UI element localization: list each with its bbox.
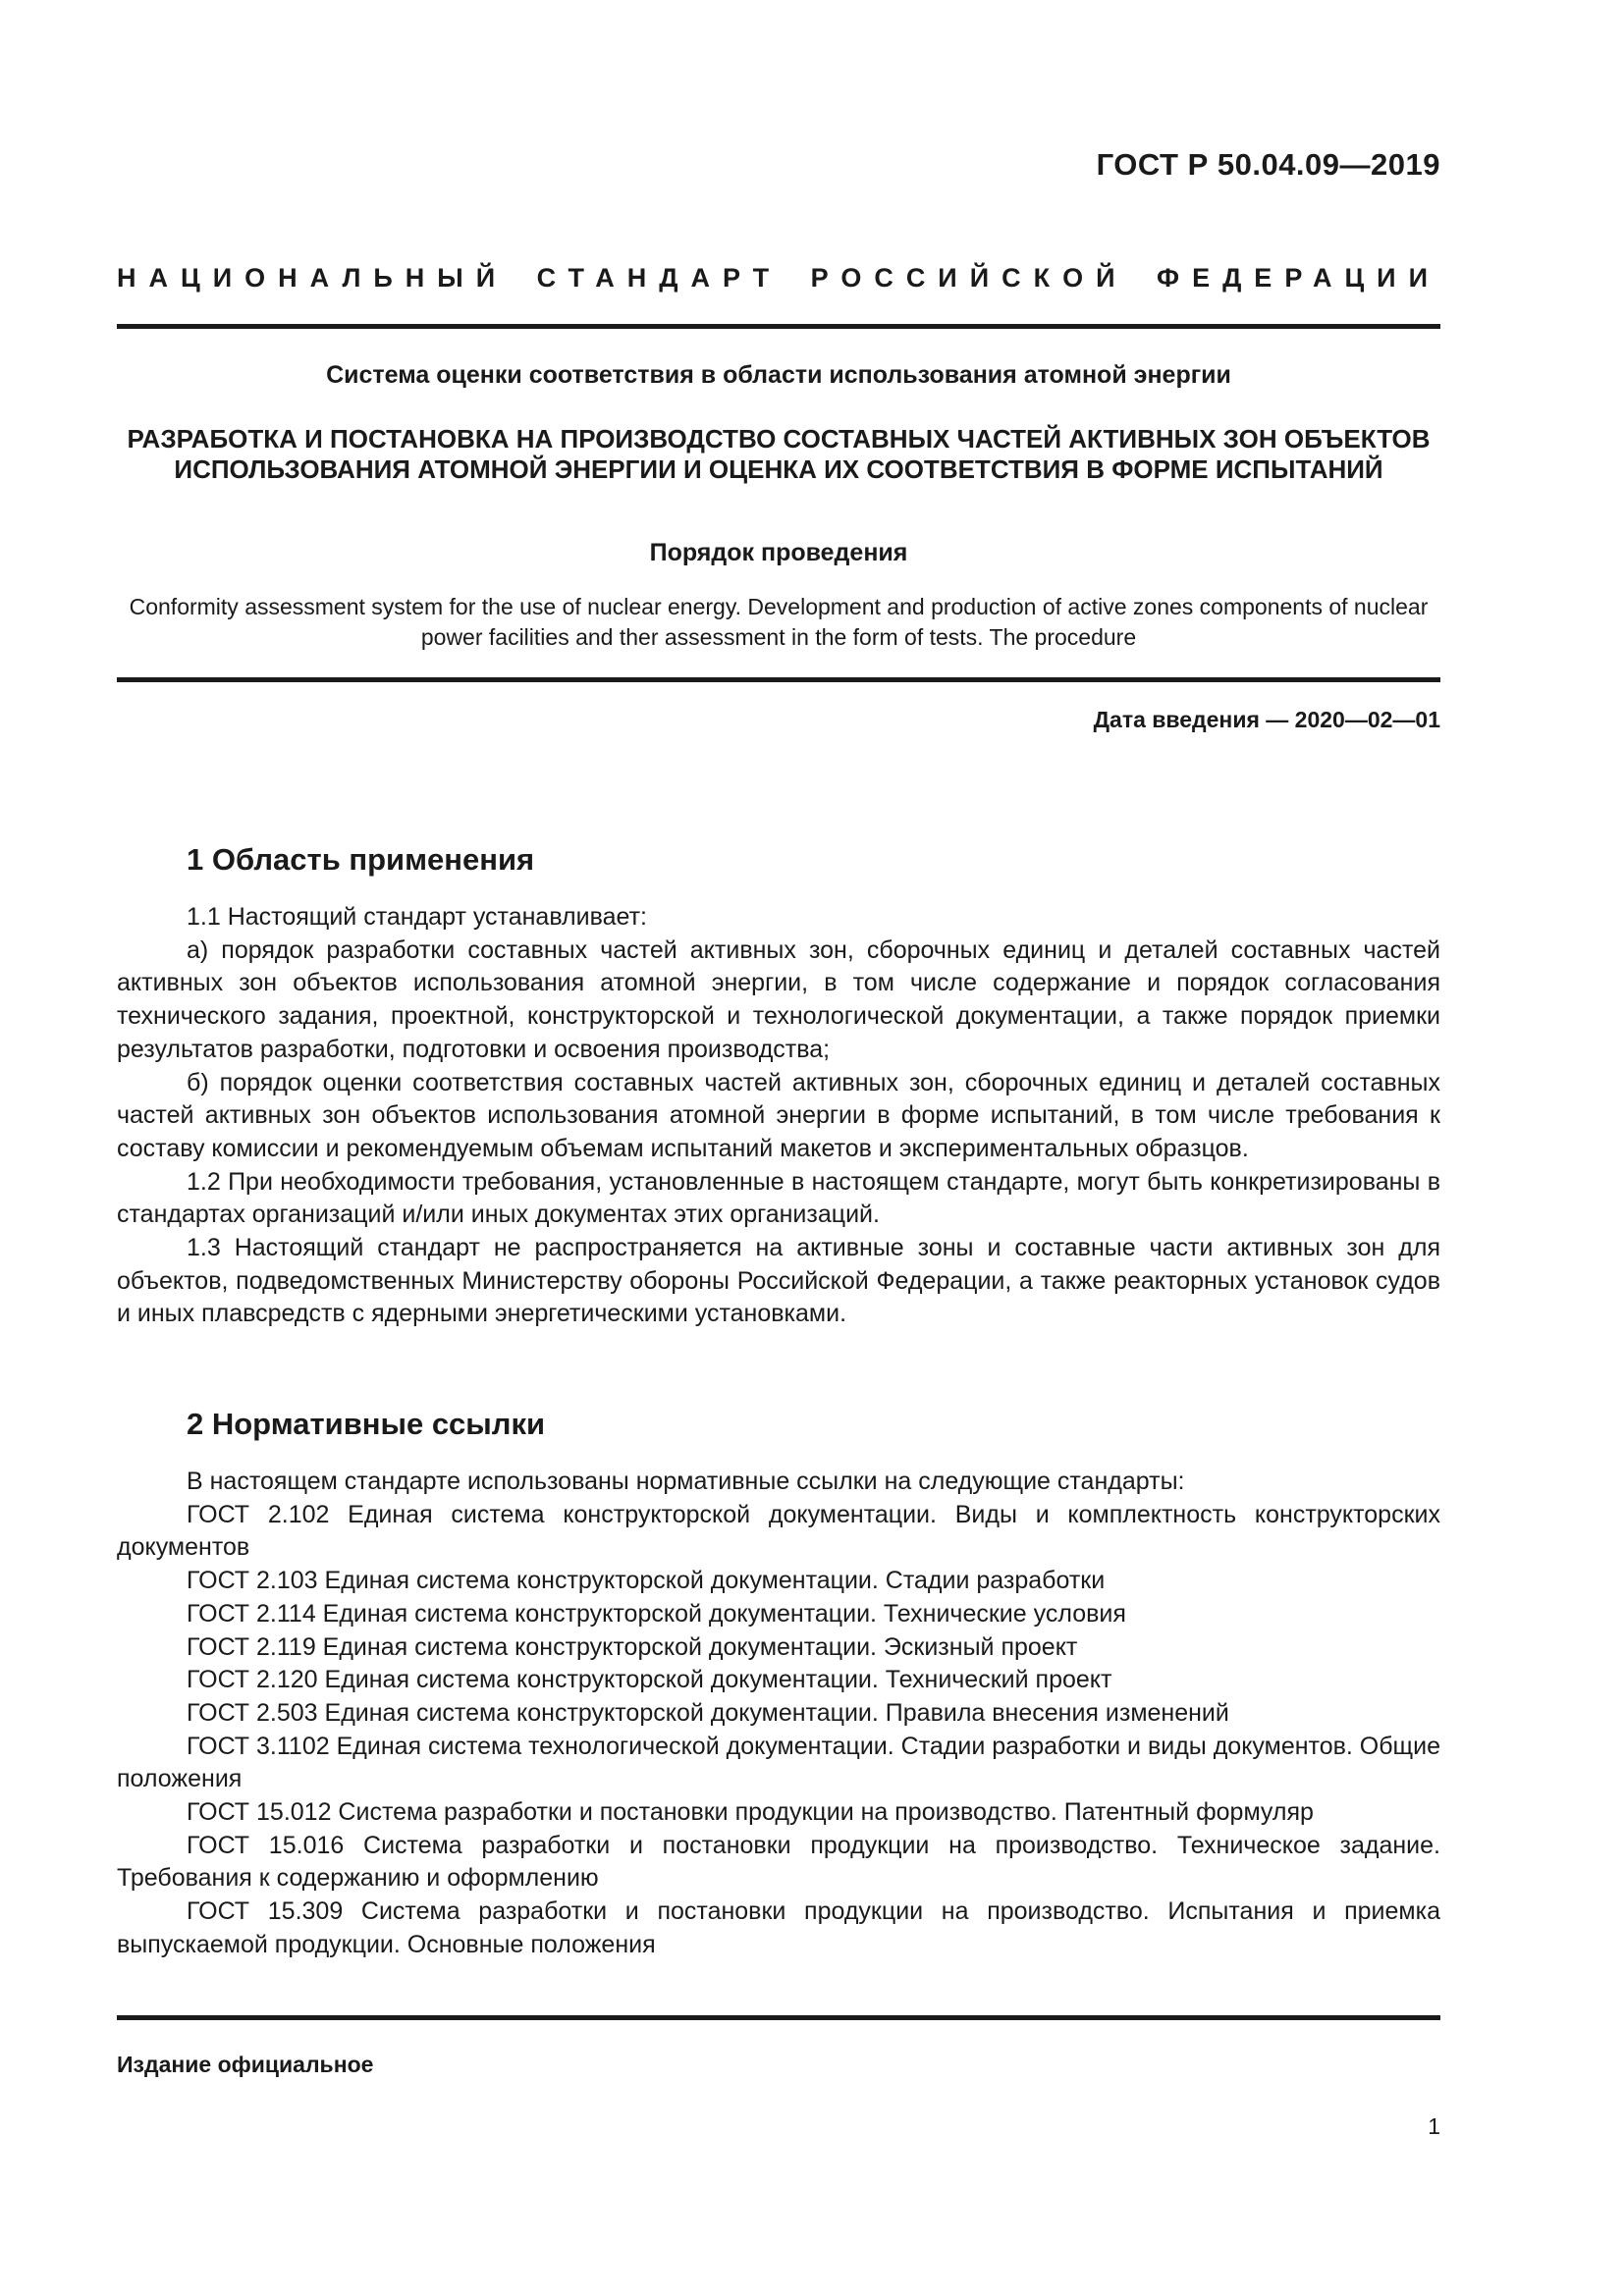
reference-item: ГОСТ 2.119 Единая система конструкторской документации. Эскизный проект [187,1632,1078,1661]
paragraph: В настоящем стандарте использованы нормативные ссылки на следующие стандарты: [187,1468,1185,1495]
introduction-date: Дата введения — 2020—02—01 [1093,707,1440,732]
section-2-body [117,1466,1440,1962]
paragraph: 1.1 Настоящий стандарт устанавливает: [187,903,647,931]
section-1-heading: 1 Область применения [187,842,535,877]
reference-item: ГОСТ 3.1102 Единая система технологической документации. Стадии разработки и виды документов. Общие положения [117,1732,1440,1793]
english-title: Conformity assessment system for the use of nuclear energy. Development and production of active zones components of nuclear power facilities and ther assessment in the form of tests. The procedure [129,594,1429,650]
national-standard-banner: НАЦИОНАЛЬНЫЙ СТАНДАРТ РОССИЙСКОЙ ФЕДЕРАЦИИ [117,263,1440,293]
paragraph: 1.2 При необходимости требования, установленные в настоящем стандарте, могут быть конкретизированы в стандартах организаций и/или иных документах этих организаций. [117,1167,1440,1229]
subtitle: Порядок проведения [649,539,908,566]
paragraph: а) порядок разработки составных частей активных зон, сборочных единиц и деталей составных частей активных зон объектов использования атомной энергии, в том числе содержание и порядок согласования технического задания, проектной, конструкторской и технологической документации, а также порядок приемки результатов разработки, подготовки и освоения производства; [117,935,1440,1063]
footer-divider [117,2015,1440,2020]
top-divider [117,324,1440,329]
section-2-heading: 2 Нормативные ссылки [187,1407,546,1441]
reference-item: ГОСТ 2.102 Единая система конструкторской документации. Виды и комплектность конструкторских документов [117,1500,1440,1562]
reference-item: ГОСТ 2.114 Единая система конструкторской документации. Технические условия [187,1599,1126,1628]
edition-label: Издание официальное [117,2052,374,2077]
reference-item: ГОСТ 15.012 Система разработки и постановки продукции на производство. Патентный формуляр [187,1798,1314,1827]
paragraph: б) порядок оценки соответствия составных частей активных зон, сборочных единиц и деталей составных частей активных зон объектов использования атомной энергии в форме испытаний, в том числе требования к составу комиссии и рекомендуемым объемам испытаний макетов и экспериментальных образцов. [117,1068,1440,1162]
reference-item: ГОСТ 15.016 Система разработки и постановки продукции на производство. Техническое задание. Требования к содержанию и оформлению [117,1831,1440,1893]
reference-item: ГОСТ 15.309 Система разработки и постановки продукции на производство. Испытания и приемка выпускаемой продукции. Основные положения [117,1897,1440,1958]
main-title: РАЗРАБОТКА И ПОСТАНОВКА НА ПРОИЗВОДСТВО СОСТАВНЫХ ЧАСТЕЙ АКТИВНЫХ ЗОН ОБЪЕКТОВ ИСПОЛЬЗОВАНИЯ АТОМНОЙ ЭНЕРГИИ И ОЦЕНКА ИХ СООТВЕТСТВИЯ В ФОРМЕ ИСПЫТАНИЙ [127,424,1431,484]
system-title: Система оценки соответствия в области использования атомной энергии [326,361,1231,389]
reference-item: ГОСТ 2.503 Единая система конструкторской документации. Правила внесения изменений [187,1698,1229,1727]
section-1-body [117,901,1440,1331]
page-number: 1 [1428,2113,1440,2139]
reference-item: ГОСТ 2.120 Единая система конструкторской документации. Технический проект [187,1666,1112,1694]
title-divider [117,677,1440,682]
document-code: ГОСТ Р 50.04.09—2019 [1096,147,1440,182]
reference-item: ГОСТ 2.103 Единая система конструкторской документации. Стадии разработки [187,1567,1106,1595]
paragraph: 1.3 Настоящий стандарт не распространяется на активные зоны и составные части активных зон для объектов, подведомственных Министерству обороны Российской Федерации, а также реакторных установок судов и иных плавсредств с ядерными энергетическими установками. [117,1234,1440,1328]
